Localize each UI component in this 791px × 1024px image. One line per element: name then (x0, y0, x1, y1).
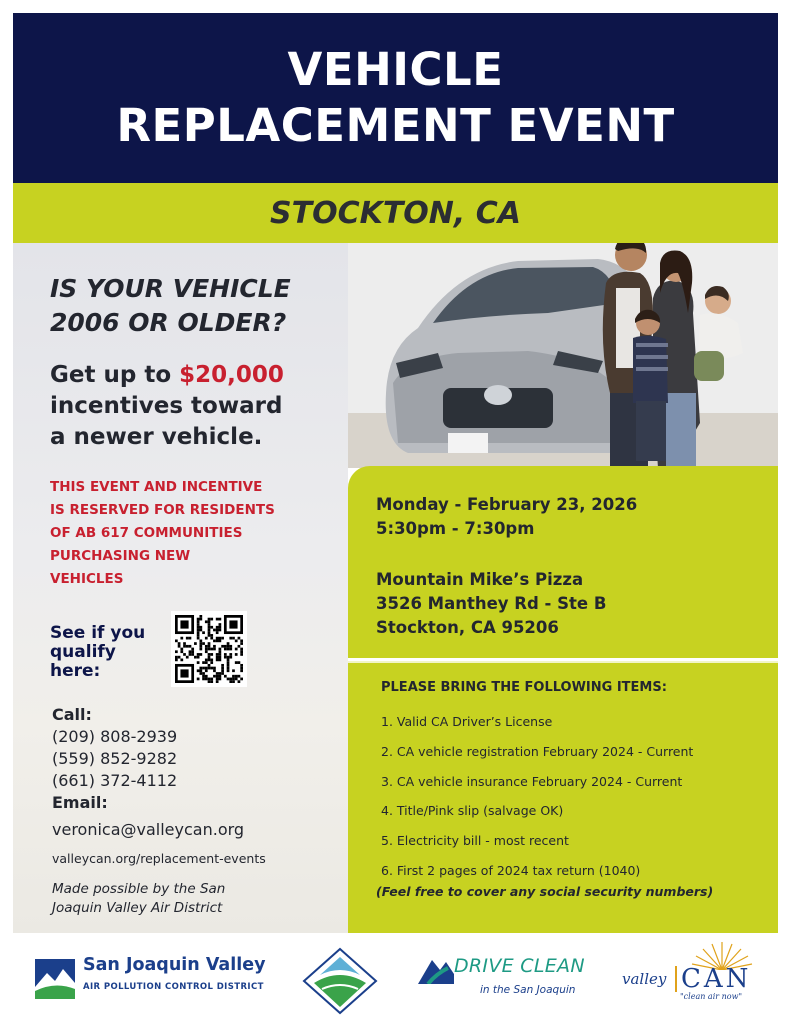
road-mountain-icon (418, 954, 454, 984)
event-venue: Mountain Mike’s Pizza (376, 570, 584, 589)
qualify-line-3: here: (50, 661, 101, 681)
call-label: Call: (52, 705, 92, 724)
car-family-illustration (348, 243, 778, 468)
sponsor-line-2: Joaquin Valley Air District (52, 900, 223, 916)
eligibility-notice (50, 476, 340, 591)
event-date: Monday - February 23, 2026 (376, 495, 638, 514)
phone-number-2[interactable]: (559) 852-9282 (52, 749, 178, 768)
city-band (13, 183, 778, 243)
title-line-2: REPLACEMENT EVENT (116, 99, 675, 152)
qr-code[interactable] (171, 611, 247, 687)
event-datetime (376, 493, 766, 541)
list-item: 3. CA vehicle insurance February 2024 - Current (381, 773, 683, 789)
event-location (376, 568, 766, 640)
phone-number-3[interactable]: (661) 372-4112 (52, 771, 178, 790)
contact-info (52, 704, 347, 870)
eligibility-line-1: THIS EVENT AND INCENTIVE (50, 479, 263, 495)
items-list (381, 707, 776, 886)
list-item: 4. Title/Pink slip (salvage OK) (381, 803, 564, 819)
age-question-line-2: 2006 OR OLDER? (50, 308, 287, 337)
drive-clean-title: DRIVE CLEAN (454, 955, 585, 977)
list-item: 1. Valid CA Driver’s License (381, 714, 553, 729)
event-time: 5:30pm - 7:30pm (376, 519, 535, 538)
eligibility-line-3: OF AB 617 COMMUNITIES (50, 525, 243, 541)
incentive-amount: $20,000 (179, 362, 284, 388)
eligibility-line-5: VEHICLES (50, 571, 124, 587)
list-item: 2. CA vehicle registration February 2024 - Current (381, 743, 694, 759)
qr-code-icon (175, 615, 243, 683)
drive-clean-logo (418, 952, 588, 1007)
qualify-line-2: qualify (50, 642, 116, 662)
drive-clean-subtitle: in the San Joaquin (480, 984, 576, 996)
sjv-subtitle: AIR POLLUTION CONTROL DISTRICT (83, 982, 264, 992)
valley-word: valley (622, 970, 667, 988)
offer-line-2: incentives toward (50, 393, 283, 419)
list-item: 6. First 2 pages of 2024 tax return (1040) (381, 862, 641, 878)
title-banner (13, 13, 778, 183)
mountain-icon (35, 959, 75, 999)
sjv-name: San Joaquin Valley (83, 955, 266, 975)
city-name: STOCKTON, CA (270, 195, 521, 231)
can-tagline: "clean air now" (680, 992, 743, 1001)
incentive-offer (50, 360, 345, 453)
phone-number-1[interactable]: (209) 808-2939 (52, 727, 178, 746)
climate-investments-icon (300, 945, 380, 1015)
california-climate-investments-logo (300, 945, 380, 1015)
sponsor-line-1: Made possible by the San (52, 881, 226, 897)
email-link[interactable]: veronica@valleycan.org (52, 820, 245, 839)
age-question-line-1: IS YOUR VEHICLE (50, 274, 291, 303)
offer-line-3: a newer vehicle. (50, 424, 263, 450)
website-link[interactable]: valleycan.org/replacement-events (52, 851, 266, 866)
eligibility-line-4: PURCHASING NEW (50, 548, 191, 564)
qualify-line-1: See if you (50, 623, 146, 643)
can-word: CAN (681, 964, 752, 994)
sponsor-credit (52, 880, 342, 918)
logo-divider (675, 966, 677, 992)
event-address-2: Stockton, CA 95206 (376, 618, 559, 637)
items-title: PLEASE BRING THE FOLLOWING ITEMS: (381, 680, 667, 695)
sjv-air-district-logo (35, 955, 265, 1003)
eligibility-line-2: IS RESERVED FOR RESIDENTS (50, 502, 275, 518)
title-line-1: VEHICLE (287, 43, 504, 96)
valley-can-logo (620, 940, 770, 1010)
age-question (50, 272, 350, 340)
email-label: Email: (52, 793, 108, 812)
family-car-photo (348, 243, 778, 468)
items-note: (Feel free to cover any social security numbers) (376, 884, 714, 899)
event-address-1: 3526 Manthey Rd - Ste B (376, 594, 607, 613)
list-item: 5. Electricity bill - most recent (381, 833, 569, 849)
offer-prefix: Get up to (50, 362, 180, 388)
qualify-prompt (50, 624, 170, 681)
